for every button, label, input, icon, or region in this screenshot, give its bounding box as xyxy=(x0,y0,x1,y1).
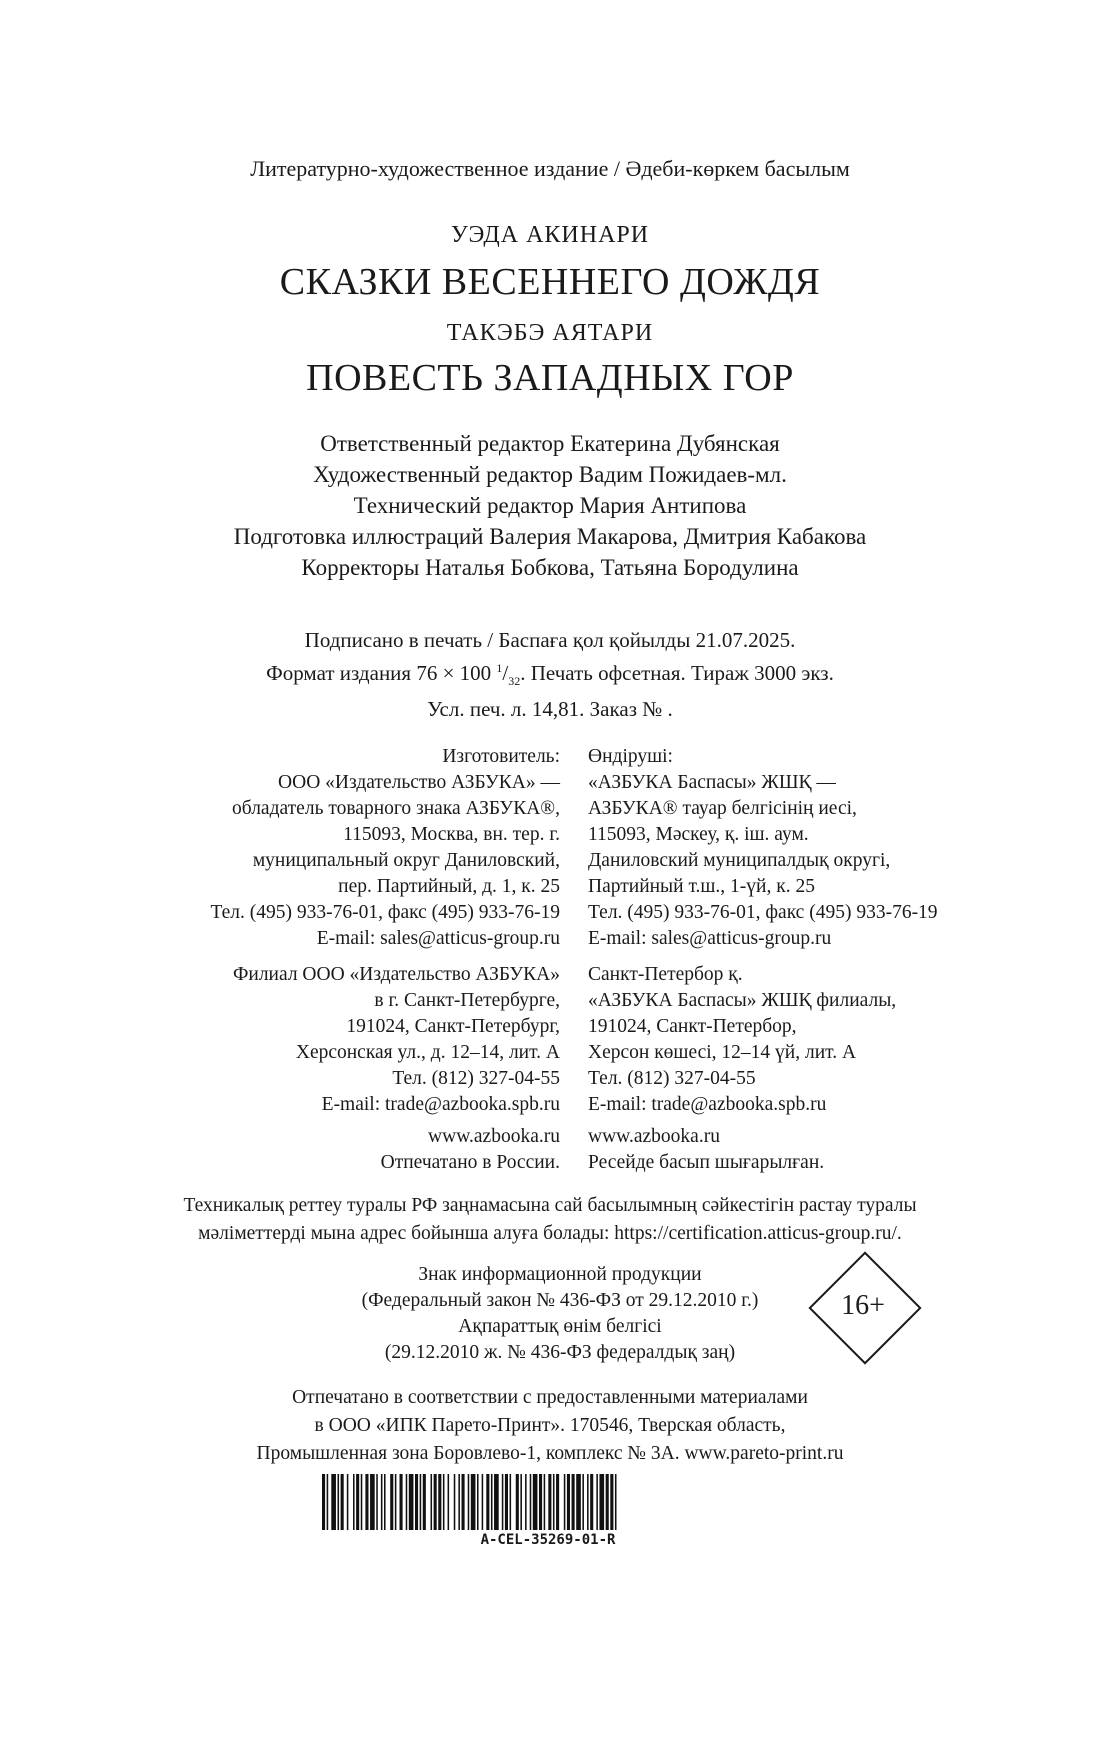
barcode-bar xyxy=(384,1474,386,1530)
barcode-bar xyxy=(567,1474,570,1530)
text-line: Тел. (495) 933-76-01, факс (495) 933-76-19 xyxy=(588,902,938,923)
text-line: мәліметтерді мына адрес бойынша алуға болады: https://certification.atticus-group.ru/. xyxy=(198,1223,902,1244)
info-sign-text xyxy=(300,1262,820,1366)
barcode-bar xyxy=(431,1474,433,1530)
barcode-icon xyxy=(322,1474,774,1530)
barcode-bar xyxy=(365,1474,368,1530)
text-line: 191024, Санкт-Петербор, xyxy=(588,1016,797,1037)
text-line: в ООО «ИПК Парето-Принт». 170546, Тверская область, xyxy=(314,1415,786,1436)
text-line: Тел. (495) 933-76-01, факс (495) 933-76-19 xyxy=(210,902,560,923)
barcode-bar xyxy=(564,1474,566,1530)
text-line: в г. Санкт-Петербурге, xyxy=(374,990,560,1011)
text-line: (29.12.2010 ж. № 436-ФЗ федералдық заң) xyxy=(384,1342,736,1363)
staff-line: Художественный редактор Вадим Пожидаев-мл. xyxy=(313,462,787,487)
text-line: обладатель товарного знака АЗБУКА®, xyxy=(232,798,560,819)
barcode-bar xyxy=(356,1474,359,1530)
age-rating-label: 16+ xyxy=(841,1290,885,1321)
text-line: Изготовитель: xyxy=(442,746,560,767)
printed-by xyxy=(0,1384,1100,1468)
barcode-bar xyxy=(423,1474,426,1530)
barcode-bar xyxy=(606,1474,609,1530)
barcode-bar xyxy=(582,1474,584,1530)
format-suffix: . Печать офсетная. Тираж 3000 экз. xyxy=(520,661,834,685)
format-prefix: Формат издания 76 × 100 xyxy=(266,661,497,685)
text-line: Промышленная зона Боровлево-1, комплекс № 3А. www.pareto-print.ru xyxy=(256,1443,844,1464)
barcode-bar xyxy=(576,1474,581,1530)
text-line: Ресейде басып шығарылған. xyxy=(588,1152,825,1173)
barcode-bar xyxy=(338,1474,340,1530)
text-line: 191024, Санкт-Петербург, xyxy=(346,1016,560,1037)
text-line: Отпечатано в России. xyxy=(380,1152,560,1173)
barcode-bar xyxy=(491,1474,493,1530)
barcode-bar xyxy=(510,1474,512,1530)
barcode-bar xyxy=(462,1474,465,1530)
text-line: E-mail: trade@azbooka.spb.ru xyxy=(321,1094,560,1115)
text-line: пер. Партийный, д. 1, к. 25 xyxy=(338,876,560,897)
barcode-bar xyxy=(448,1474,450,1530)
text-line: Техникалық реттеу туралы РФ заңнамасына сай басылымның сәйкестігін растау туралы xyxy=(183,1195,917,1216)
staff-list xyxy=(0,428,1100,583)
barcode-bar xyxy=(615,1474,617,1530)
barcode-bar xyxy=(548,1474,551,1530)
text-line: Өндіруші: xyxy=(588,746,673,767)
barcode-bar xyxy=(381,1474,383,1530)
barcode-bar xyxy=(434,1474,437,1530)
manufacturer-ru xyxy=(210,744,560,952)
website-link[interactable]: www.azbooka.ru xyxy=(428,1126,560,1147)
barcode-bar xyxy=(395,1474,397,1530)
author-2: ТАКЭБЭ АЯТАРИ xyxy=(446,320,654,346)
barcode-bar xyxy=(458,1474,460,1530)
text-line: Даниловский муниципалдық округі, xyxy=(588,850,891,871)
barcode-bar xyxy=(353,1474,355,1530)
barcode-bar xyxy=(341,1474,344,1530)
text-line: «АЗБУКА Баспасы» ЖШҚ филиалы, xyxy=(588,990,897,1011)
staff-line: Корректоры Наталья Бобкова, Татьяна Бородулина xyxy=(301,555,799,580)
text-line: Херсонская ул., д. 12–14, лит. А xyxy=(295,1042,560,1063)
text-line: Знак информационной продукции xyxy=(418,1264,702,1285)
text-line: Отпечатано в соответствии с предоставленными материалами xyxy=(292,1387,808,1408)
branch-kz xyxy=(588,962,896,1118)
edition-type: Литературно-художественное издание / Әдеби-көркем басылым xyxy=(250,156,850,181)
text-line: E-mail: sales@atticus-group.ru xyxy=(588,928,832,949)
text-line: «АЗБУКА Баспасы» ЖШҚ — xyxy=(588,772,836,793)
barcode-bar xyxy=(477,1474,479,1530)
barcode-bar xyxy=(556,1474,559,1530)
text-line: Тел. (812) 327-04-55 xyxy=(588,1068,756,1089)
barcode-bar xyxy=(590,1474,593,1530)
barcode-bar xyxy=(553,1474,555,1530)
barcode-bar xyxy=(505,1474,508,1530)
format-numerator: 1 xyxy=(496,661,503,675)
barcode-bar xyxy=(409,1474,414,1530)
text-line: (Федеральный закон № 436-ФЗ от 29.12.2010 г.) xyxy=(361,1290,759,1311)
text-line: Херсон көшесі, 12–14 үй, лит. А xyxy=(588,1042,857,1063)
print-info xyxy=(0,626,1100,723)
branch-ru xyxy=(233,962,560,1118)
text-line: E-mail: sales@atticus-group.ru xyxy=(316,928,560,949)
barcode-bar xyxy=(438,1474,441,1530)
barcode-bar xyxy=(376,1474,378,1530)
barcode-bar xyxy=(494,1474,499,1530)
barcode-bar xyxy=(406,1474,408,1530)
barcode-bar xyxy=(525,1474,527,1530)
barcode-bar xyxy=(361,1474,363,1530)
text-line: 115093, Мәскеу, қ. іш. аум. xyxy=(588,824,809,845)
barcode-bar xyxy=(415,1474,418,1530)
barcode-bar xyxy=(572,1474,575,1530)
format-denominator: 32 xyxy=(508,674,521,689)
certification-note xyxy=(0,1192,1100,1248)
barcode-bar xyxy=(610,1474,613,1530)
format-line: Формат издания 76 × 100 $^1/_{32}$. Печать офсетная. Тираж 3000 экз. xyxy=(266,661,834,689)
barcode-bar xyxy=(516,1474,519,1530)
barcode-bar xyxy=(443,1474,445,1530)
sheets-line: Усл. печ. л. 14,81. Заказ № . xyxy=(427,697,673,722)
title-1: СКАЗКИ ВЕСЕННЕГО ДОЖДЯ xyxy=(279,261,821,303)
text-line: 115093, Москва, вн. тер. г. xyxy=(343,824,560,845)
barcode-bar xyxy=(530,1474,532,1530)
text-line: АЗБУКА® тауар белгісінің иесі, xyxy=(588,798,857,819)
footer-ru xyxy=(381,1124,560,1176)
age-rating-badge xyxy=(809,1252,917,1360)
manufacturer-kz xyxy=(588,744,938,952)
title-2: ПОВЕСТЬ ЗАПАДНЫХ ГОР xyxy=(306,357,794,399)
barcode-code: A-CEL-35269-01-R xyxy=(480,1532,616,1548)
barcode-bar xyxy=(482,1474,484,1530)
barcode-bar xyxy=(420,1474,422,1530)
text-line: ООО «Издательство АЗБУКА» — xyxy=(278,772,560,793)
barcode-bar xyxy=(520,1474,522,1530)
barcode-bar xyxy=(486,1474,489,1530)
barcode-bar xyxy=(544,1474,546,1530)
footer-kz xyxy=(588,1124,824,1176)
barcode-bar xyxy=(539,1474,542,1530)
text-line: Санкт-Петербор қ. xyxy=(588,964,743,985)
staff-line: Технический редактор Мария Антипова xyxy=(353,493,747,518)
signed-date: Подписано в печать / Баспаға қол қойылды 21.07.2025. xyxy=(304,628,796,652)
barcode-bar xyxy=(390,1474,393,1530)
barcode-bar xyxy=(327,1474,329,1530)
barcode-bar xyxy=(331,1474,336,1530)
text-line: Партийный т.ш., 1-үй, к. 25 xyxy=(588,876,815,897)
barcode-bar xyxy=(599,1474,604,1530)
barcode-bar xyxy=(370,1474,375,1530)
barcode-bar xyxy=(468,1474,470,1530)
website-link[interactable]: www.azbooka.ru xyxy=(588,1126,720,1147)
author-1: УЭДА АКИНАРИ xyxy=(450,222,650,248)
staff-line: Ответственный редактор Екатерина Дубянская xyxy=(320,431,780,456)
text-line: E-mail: trade@azbooka.spb.ru xyxy=(588,1094,827,1115)
barcode-bar xyxy=(502,1474,504,1530)
barcode-bar xyxy=(533,1474,538,1530)
barcode-bar xyxy=(400,1474,403,1530)
staff-line: Подготовка иллюстраций Валерия Макарова, Дмитрия Кабакова xyxy=(233,524,867,549)
barcode-bar xyxy=(322,1474,325,1530)
text-line: Ақпараттық өнім белгісі xyxy=(458,1316,662,1337)
barcode-bar xyxy=(587,1474,589,1530)
barcode-bar xyxy=(471,1474,476,1530)
text-line: Филиал ООО «Издательство АЗБУКА» xyxy=(232,964,560,985)
barcode-bar xyxy=(596,1474,598,1530)
text-line: муниципальный округ Даниловский, xyxy=(252,850,560,871)
text-line: Тел. (812) 327-04-55 xyxy=(392,1068,560,1089)
barcode-bar xyxy=(454,1474,456,1530)
barcode-bar xyxy=(347,1474,349,1530)
